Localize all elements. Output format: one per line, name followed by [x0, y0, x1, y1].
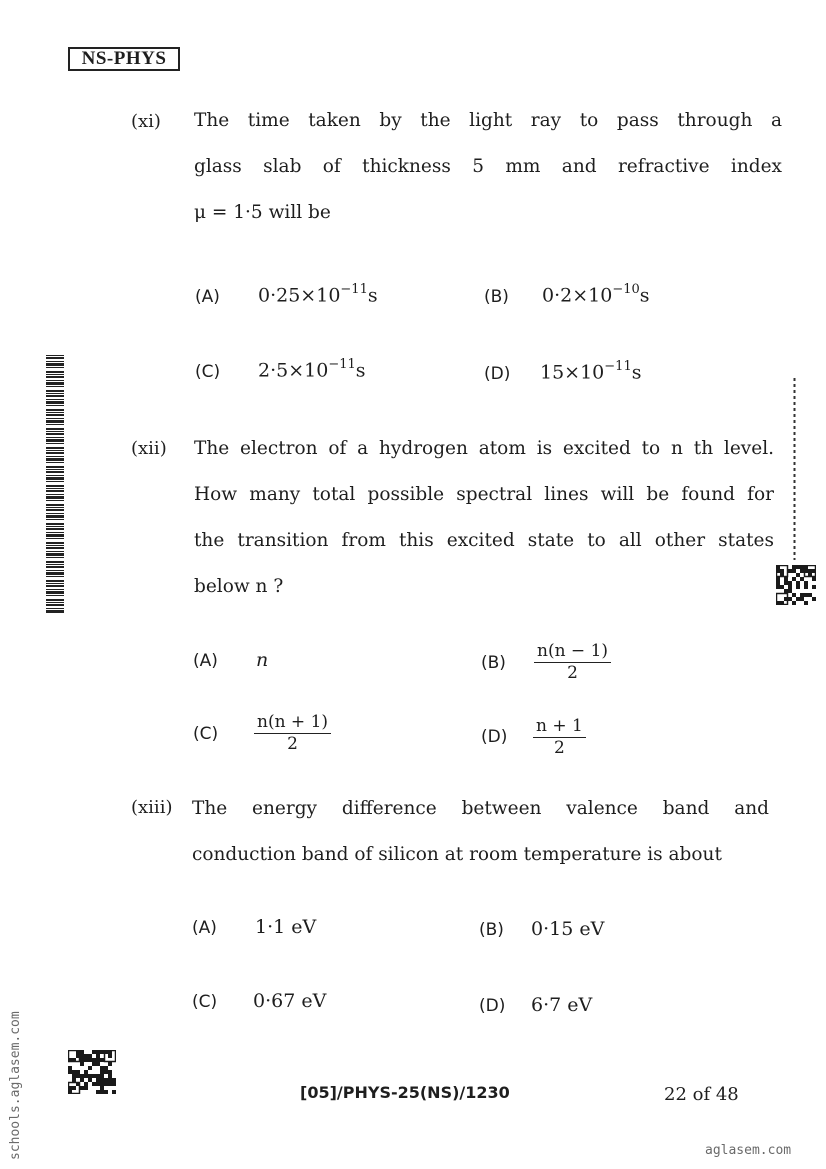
question-line: The time taken by the light ray to pass through a [194, 110, 782, 131]
option-fraction [254, 712, 331, 755]
footer-paper-code: [05]/PHYS-25(NS)/1230 [300, 1083, 510, 1102]
option-label: (A) [195, 287, 220, 307]
question-line: The electron of a hydrogen atom is excited to n th level. [194, 438, 774, 459]
option-value: 0·67 eV [253, 990, 327, 1012]
option-value: 0·15 eV [531, 918, 605, 940]
option-value: $0\cdot 2\times 10^{-10}s$ [542, 282, 650, 307]
question-line: conduction band of silicon at room temperature is about [192, 844, 722, 865]
option-label: (D) [479, 996, 506, 1016]
option-label: (D) [484, 364, 511, 384]
option-value: $15\times 10^{-11}s$ [540, 359, 642, 384]
question-line: glass slab of thickness 5 mm and refractive index [194, 156, 782, 177]
question-line: below n ? [194, 576, 284, 597]
option-label: (D) [481, 727, 508, 747]
option-fraction [533, 716, 586, 759]
question-line: the transition from this excited state to all other states [194, 530, 774, 551]
bottom-watermark: aglasem.com [705, 1143, 792, 1158]
question-text [194, 426, 774, 610]
question-text [194, 98, 782, 236]
fraction-numerator: n(n + 1) [254, 712, 331, 734]
dashed-marker-icon [793, 378, 796, 560]
fraction-denominator: 2 [554, 738, 565, 758]
option-label: (C) [195, 362, 221, 382]
option-label: (B) [481, 653, 506, 673]
option-value: $0\cdot 25\times 10^{-11}s$ [258, 282, 378, 307]
question-number: (xii) [131, 438, 167, 459]
paper-code-box: NS-PHYS [68, 47, 180, 71]
option-value: 1·1 eV [255, 916, 317, 938]
option-value: $2\cdot 5\times 10^{-11}s$ [258, 357, 366, 382]
side-watermark: schools.aglasem.com [8, 1011, 23, 1160]
question-line: The energy difference between valence band and [192, 798, 769, 819]
fraction-numerator: n(n − 1) [534, 641, 611, 663]
fraction-denominator: 2 [287, 734, 298, 754]
option-label: (C) [192, 992, 218, 1012]
question-line: How many total possible spectral lines will be found for [194, 484, 774, 505]
question-number: (xi) [131, 111, 161, 132]
qr-code-icon [776, 565, 816, 605]
question-number: (xiii) [131, 797, 173, 818]
barcode-icon [46, 355, 64, 613]
option-value: 6·7 eV [531, 994, 593, 1016]
page-number: 22 of 48 [664, 1084, 739, 1105]
option-label: (A) [192, 918, 217, 938]
option-label: (B) [484, 287, 509, 307]
option-fraction [534, 641, 611, 684]
question-line: μ = 1·5 will be [194, 202, 331, 223]
option-value: n [256, 649, 269, 671]
qr-code-icon [68, 1050, 116, 1094]
option-label: (C) [193, 724, 219, 744]
option-label: (B) [479, 920, 504, 940]
fraction-denominator: 2 [567, 663, 578, 683]
fraction-numerator: n + 1 [533, 716, 586, 738]
option-label: (A) [193, 651, 218, 671]
question-text [192, 786, 769, 878]
